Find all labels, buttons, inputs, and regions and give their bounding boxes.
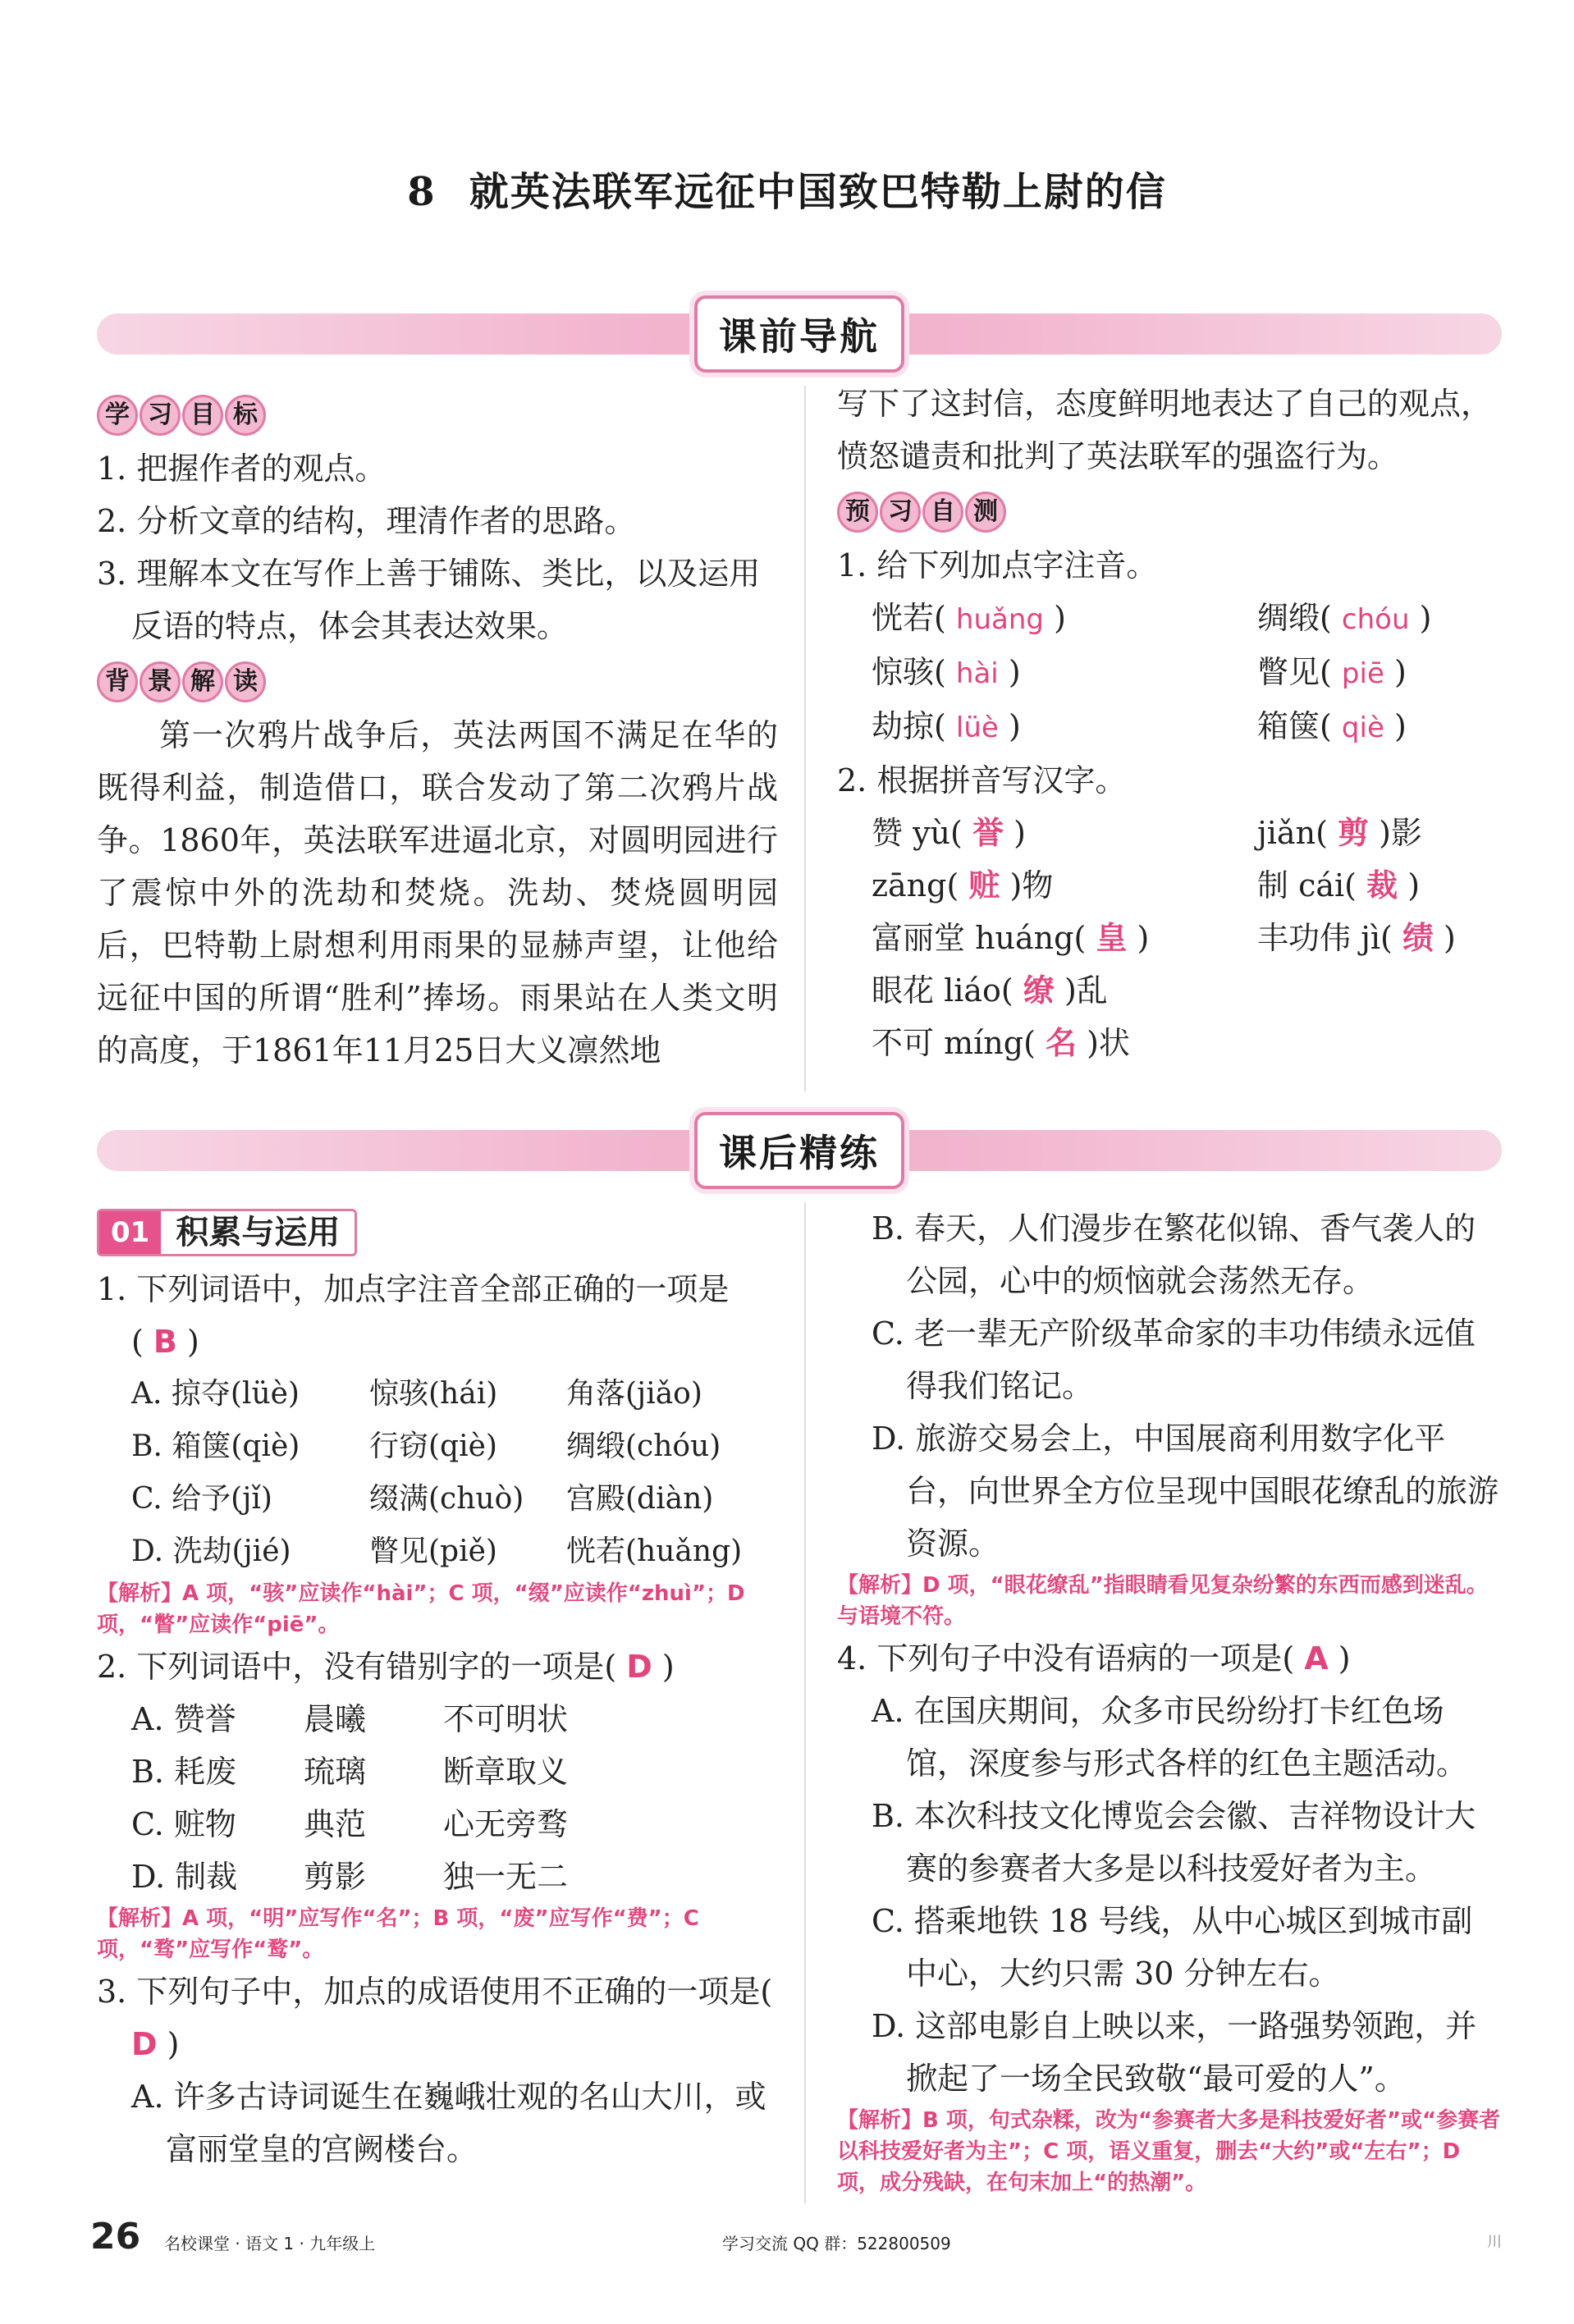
page-title <box>0 160 1574 217</box>
q2-stem: 2. 下列词语中，没有错别字的一项是( D ) <box>97 1649 675 1685</box>
q4-note: 【解析】B 项，句式杂糅，改为“参赛者大多是科技爱好者”或“参赛者以科技爱好者为主”；C 项，语义重复，删去“大约”或“左右”；D 项，成分残缺，在句末加上“的热潮”。 <box>837 2108 1501 2195</box>
page-footer <box>90 2216 1502 2265</box>
right-column-lower <box>837 1202 1502 2198</box>
section-header: 01 积累与运用 <box>97 1209 357 1256</box>
tag-preview: 预 习 自 测 <box>837 492 1006 533</box>
banner-practice <box>97 1112 1502 1186</box>
q4-option-c: C. 搭乘地铁 18 号线，从中心城区到城市副中心，大约只需 30 分钟左右。 <box>872 1903 1473 1992</box>
q1-note: 【解析】A 项，“骇”应读作“hài”；C 项，“缀”应读作“zhuì”；D 项，“瞥”应读作“piē”。 <box>97 1581 745 1637</box>
tag-goals: 学 习 目 标 <box>97 395 266 436</box>
q1-options: A. 掠夺(lüè) 惊骇(hái) 角落(jiǎo) B. 箱箧(qiè) 行窃(qiè) 绸缎(chóu) C. 给予(jǐ) 缀满(chuò) 宫殿(diàn) D. 洗劫(jié) 瞥见(piě) 恍若(huǎng) <box>131 1377 743 1568</box>
region-mark: 川 <box>1487 2234 1502 2251</box>
goal-item: 1. 把握作者的观点。 <box>97 451 387 487</box>
preview-q1: 1. 给下列加点字注音。 <box>837 547 1158 583</box>
background-continued: 写下了这封信，态度鲜明地表达了自己的观点，愤怒谴责和批判了英法联军的强盗行为。 <box>837 386 1493 474</box>
q3-option-c: C. 老一辈无产阶级革命家的丰功伟绩永远值得我们铭记。 <box>872 1315 1476 1404</box>
right-column-upper <box>837 377 1502 1069</box>
column-divider <box>804 386 806 1091</box>
q2-note: 【解析】A 项，“明”应写作“名”；B 项，“废”应写作“费”；C 项，“骛”应写作“鹜”。 <box>97 1906 699 1962</box>
column-divider-lower <box>804 1202 806 2203</box>
q4-option-a: A. 在国庆期间，众多市民纷纷打卡红色场馆，深度参与形式各样的红色主题活动。 <box>872 1693 1468 1782</box>
book-name: 名校课堂 · 语文 1 · 九年级上 <box>164 2234 376 2253</box>
q2-options: A. 赞誉 晨曦 不可明状 B. 耗废 琉璃 断章取义 C. 赃物 典范 心无旁骛 D. 制裁 剪影 独一无二 <box>131 1701 569 1895</box>
banner-preview-label: 课前导航 <box>694 295 904 373</box>
preview-q2: 2. 根据拼音写汉字。 <box>837 762 1127 798</box>
goal-item: 3. 理解本文在写作上善于铺陈、类比，以及运用反语的特点，体会其表达效果。 <box>97 556 761 644</box>
banner-preview <box>97 295 1502 369</box>
background-text: 第一次鸦片战争后，英法两国不满足在华的既得利益，制造借口，联合发动了第二次鸦片战争。1860年，英法联军进逼北京，对圆明园进行了震惊中外的洗劫和焚烧。洗劫、焚烧圆明园后，巴特勒上尉想利用雨果的显赫声望，让他给远征中国的所谓“胜利”捧场。雨果站在人类文明的高度，于1861年11月25日大义凛然地 <box>97 717 778 1068</box>
goal-item: 2. 分析文章的结构，理清作者的思路。 <box>97 503 636 539</box>
q3-option-d: D. 旅游交易会上，中国展商利用数字化平台，向世界全方位呈现中国眼花缭乱的旅游资源。 <box>872 1420 1499 1562</box>
page-number: 26 <box>90 2216 141 2258</box>
tag-background: 背 景 解 读 <box>97 661 266 702</box>
q4-stem: 4. 下列句子中没有语病的一项是( A ) <box>837 1640 1351 1677</box>
left-column-upper <box>97 386 778 1077</box>
lesson-title: 就英法联军远征中国致巴特勒上尉的信 <box>469 169 1167 215</box>
preview-q2-grid: 赞 yù( 誉 ) jiǎn( 剪 )影 zāng( 赃 )物 制 cái( 裁 ) 富丽堂 huáng( 皇 ) 丰功伟 jì( 绩 ) 眼花 liáo( 缭 )乱 不可 míng( 名 )状 <box>872 815 1456 1061</box>
lesson-number: 8 <box>407 169 437 215</box>
q4-option-d: D. 这部电影自上映以来，一路强势领跑，并掀起了一场全民致敬“最可爱的人”。 <box>872 2008 1477 2097</box>
q3-option-a: A. 许多古诗词诞生在巍峨壮观的名山大川，或富丽堂皇的宫阙楼台。 <box>131 2079 766 2167</box>
q3-option-b: B. 春天，人们漫步在繁花似锦、香气袭人的公园，心中的烦恼就会荡然无存。 <box>872 1210 1476 1299</box>
q3-stem: 3. 下列句子中，加点的成语使用不正确的一项是( D ) <box>97 1974 773 2062</box>
q4-option-b: B. 本次科技文化博览会会徽、吉祥物设计大赛的参赛者大多是以科技爱好者为主。 <box>872 1798 1476 1887</box>
preview-q1-grid: 恍若( huǎng ) 绸缎( chóu ) 惊骇( hài ) 瞥见( piē ) 劫掠( lüè ) 箱箧( qiè ) <box>872 600 1432 744</box>
q1-answer: ( B ) <box>131 1324 199 1360</box>
q1-stem: 1. 下列词语中，加点字注音全部正确的一项是 <box>97 1271 730 1307</box>
banner-practice-label: 课后精练 <box>694 1112 904 1189</box>
left-column-lower <box>97 1202 778 2175</box>
q3-note: 【解析】D 项，“眼花缭乱”指眼睛看见复杂纷繁的东西而感到迷乱。与语境不符。 <box>837 1573 1488 1629</box>
qq-group: 学习交流 QQ 群：522800509 <box>722 2234 951 2253</box>
